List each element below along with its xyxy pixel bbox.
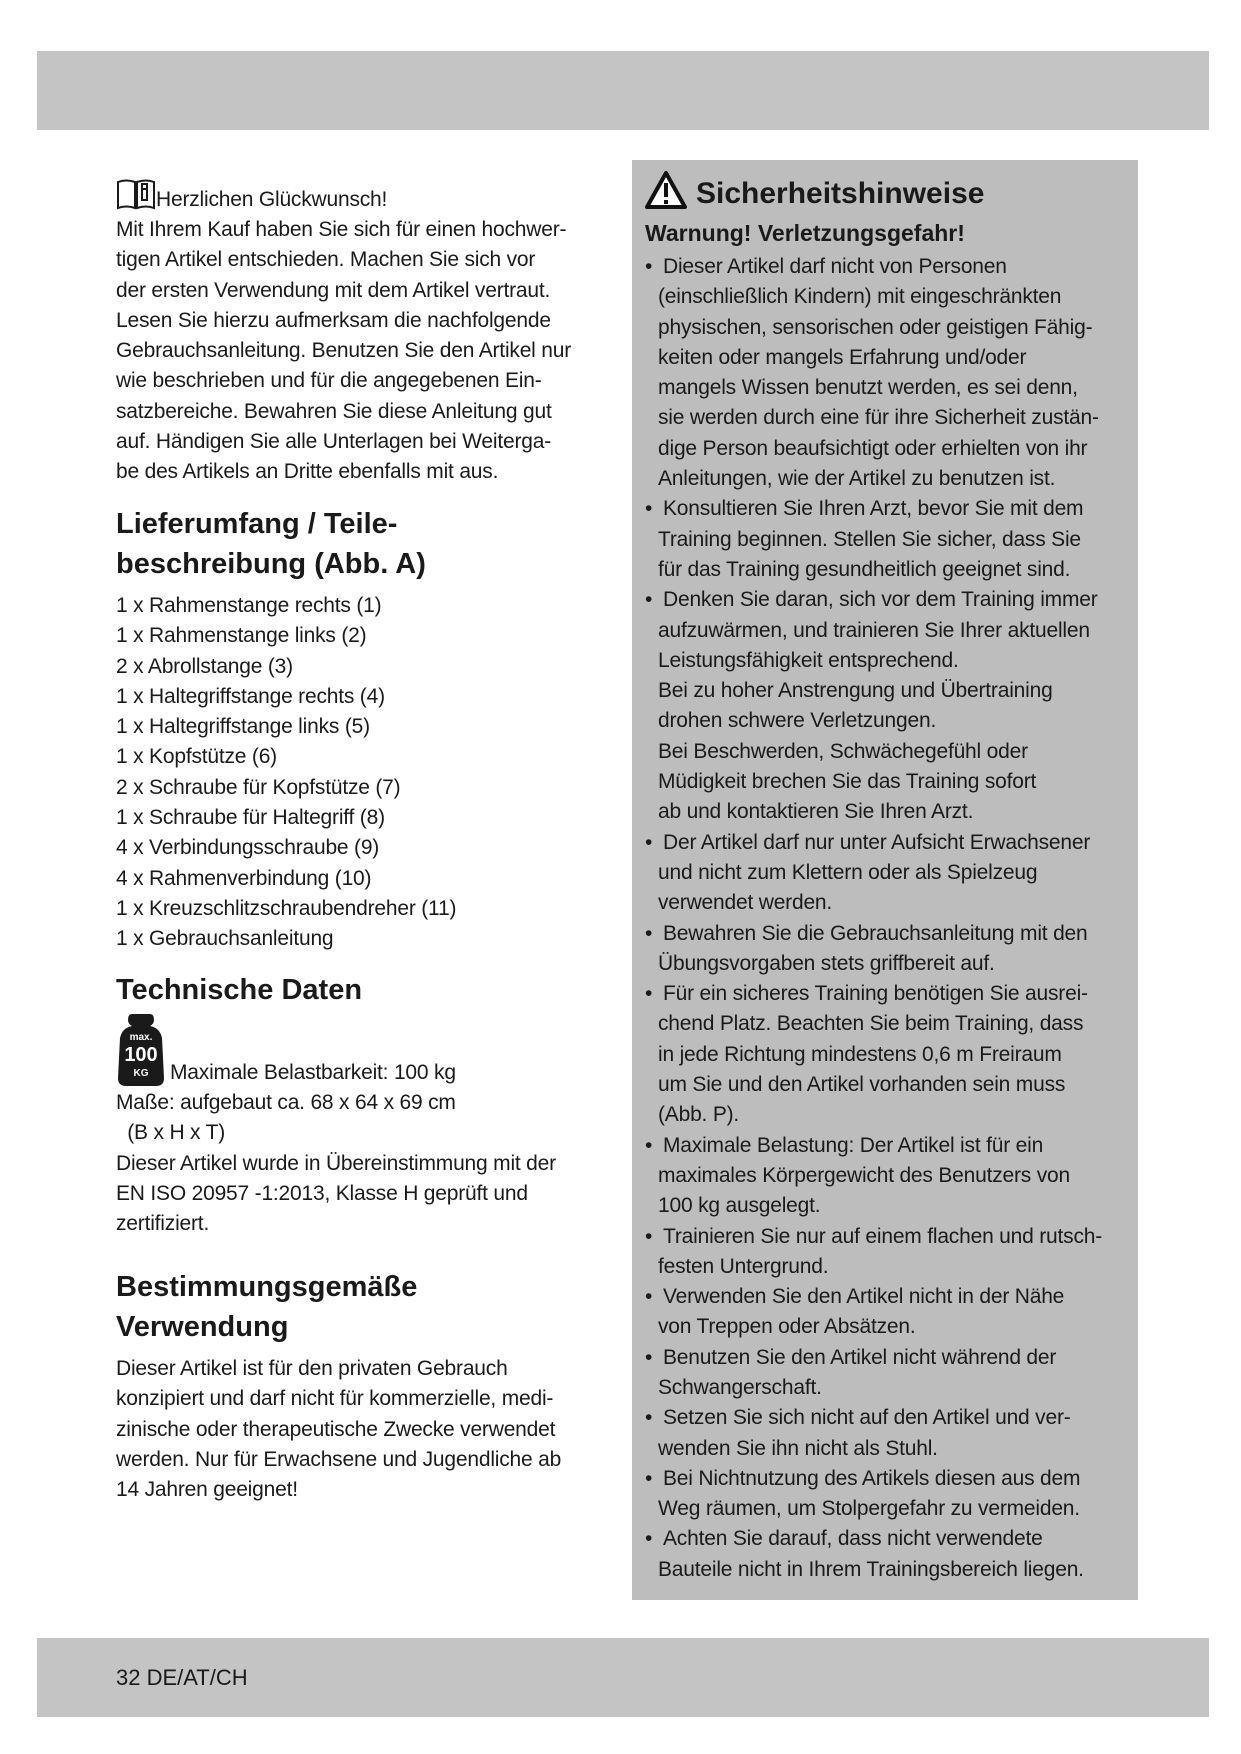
intro-line: wie beschrieben und für die angegebenen Ein- xyxy=(116,369,542,393)
scope-heading xyxy=(116,505,616,584)
max-weight-icon xyxy=(116,1012,166,1088)
safety-list xyxy=(645,252,1102,1585)
safety-line: festen Untergrund. xyxy=(658,1254,829,1278)
use-line: Dieser Artikel ist für den privaten Gebrauch xyxy=(116,1357,508,1380)
tech-section xyxy=(116,1012,616,1239)
intro-section xyxy=(116,183,616,488)
parts-list xyxy=(116,591,616,955)
safety-line: • Für ein sicheres Training benötigen Sie ausrei- xyxy=(645,979,1102,1009)
warning-triangle-icon xyxy=(644,170,688,218)
list-item: 1 x Gebrauchsanleitung xyxy=(116,927,334,951)
use-line: zinische oder therapeutische Zwecke verwendet xyxy=(116,1417,556,1441)
safety-line: für das Training gesundheitlich geeignet sind. xyxy=(658,557,1071,581)
safety-line: drohen schwere Verletzungen. xyxy=(658,709,937,733)
safety-line: • Denken Sie daran, sich vor dem Training immer xyxy=(645,585,1102,615)
safety-line: Bauteile nicht in Ihrem Trainingsbereich liegen. xyxy=(658,1557,1084,1581)
safety-bullet xyxy=(645,919,1102,980)
use-line: werden. Nur für Erwachsene und Jugendliche ab xyxy=(116,1447,562,1471)
safety-line: mangels Wissen benutzt werden, es sei denn, xyxy=(658,376,1078,400)
intended-use-heading xyxy=(116,1268,616,1347)
safety-line: (einschließlich Kindern) mit eingeschränkten xyxy=(658,285,1062,309)
safety-line: Müdigkeit brechen Sie das Training sofort xyxy=(658,770,1037,794)
list-item: 1 x Rahmenstange rechts (1) xyxy=(116,594,382,617)
safety-line: Übungsvorgaben stets griffbereit auf. xyxy=(658,951,995,975)
intro-line: Mit Ihrem Kauf haben Sie sich für einen hochwer- xyxy=(116,218,567,241)
safety-bullet xyxy=(645,585,1102,827)
use-heading-line: Verwendung xyxy=(116,1310,289,1343)
list-item: 1 x Schraube für Haltegriff (8) xyxy=(116,806,385,830)
tech-heading-text: Technische Daten xyxy=(116,974,363,1006)
safety-bullet xyxy=(645,828,1102,919)
safety-line: verwendet werden. xyxy=(658,891,833,915)
intended-use-paragraph xyxy=(116,1354,616,1505)
safety-line: Schwangerschaft. xyxy=(658,1375,822,1399)
safety-line: ab und kontaktieren Sie Ihren Arzt. xyxy=(658,800,974,824)
use-line: 14 Jahren geeignet! xyxy=(116,1478,298,1502)
safety-line: Weg räumen, um Stolpergefahr zu vermeiden. xyxy=(658,1497,1080,1521)
safety-line: chend Platz. Beachten Sie beim Training, dass xyxy=(658,1012,1084,1036)
tech-heading xyxy=(116,971,616,1011)
intro-line: Lesen Sie hierzu aufmerksam die nachfolgende xyxy=(116,308,551,332)
tech-line: Maße: aufgebaut ca. 68 x 64 x 69 cm xyxy=(116,1091,456,1114)
intro-line: satzbereiche. Bewahren Sie diese Anleitung gut xyxy=(116,399,552,423)
intro-line: be des Artikels an Dritte ebenfalls mit aus. xyxy=(116,460,499,484)
safety-bullet xyxy=(645,1222,1102,1283)
safety-line: maximales Körpergewicht des Benutzers von xyxy=(658,1163,1070,1187)
safety-bullet xyxy=(645,252,1102,494)
safety-line: • Bewahren Sie die Gebrauchsanleitung mit den xyxy=(645,919,1102,949)
safety-line: Leistungsfähigkeit entsprechend. xyxy=(658,648,959,672)
safety-bullet xyxy=(645,1403,1102,1464)
safety-bullet xyxy=(645,1131,1102,1222)
weight-icon-unit: KG xyxy=(133,1068,149,1079)
safety-box xyxy=(632,160,1138,1600)
safety-line: aufzuwärmen, und trainieren Sie Ihrer aktuellen xyxy=(658,618,1090,642)
safety-line: • Trainieren Sie nur auf einem flachen und rutsch- xyxy=(645,1222,1102,1252)
intro-line: Gebrauchsanleitung. Benutzen Sie den Artikel nur xyxy=(116,339,572,363)
header-bar xyxy=(37,51,1209,130)
safety-line: • Achten Sie darauf, dass nicht verwendete xyxy=(645,1524,1102,1554)
safety-warning: Warnung! Verletzungsgefahr! xyxy=(645,220,965,246)
safety-line: um Sie und den Artikel vorhanden sein muss xyxy=(658,1073,1066,1097)
safety-line: wenden Sie ihn nicht als Stuhl. xyxy=(658,1436,938,1460)
intro-line: der ersten Verwendung mit dem Artikel vertraut. xyxy=(116,278,551,302)
safety-title: Sicherheitshinweise xyxy=(696,177,985,210)
list-item: 4 x Verbindungsschraube (9) xyxy=(116,836,380,860)
safety-line: Bei zu hoher Anstrengung und Übertraining xyxy=(658,679,1053,703)
safety-line: keiten oder mangels Erfahrung und/oder xyxy=(658,345,1027,369)
safety-bullet xyxy=(645,1464,1102,1525)
safety-line: (Abb. P). xyxy=(658,1103,740,1127)
list-item: 2 x Schraube für Kopfstütze (7) xyxy=(116,775,401,799)
scope-heading-line: beschreibung (Abb. A) xyxy=(116,547,426,580)
weight-icon-max: max. xyxy=(129,1032,153,1043)
footer-bar xyxy=(37,1638,1209,1717)
tech-line: (B x H x T) xyxy=(116,1121,226,1145)
list-item: 1 x Haltegriffstange links (5) xyxy=(116,715,370,739)
safety-line: Training beginnen. Stellen Sie sicher, dass Sie xyxy=(658,527,1081,551)
intro-heading: Herzlichen Glückwunsch! xyxy=(156,187,388,211)
list-item: 1 x Haltegriffstange rechts (4) xyxy=(116,684,385,708)
safety-line: • Bei Nichtnutzung des Artikels diesen aus dem xyxy=(645,1464,1102,1494)
safety-line: • Benutzen Sie den Artikel nicht während der xyxy=(645,1343,1102,1373)
safety-bullet xyxy=(645,979,1102,1130)
tech-line: Dieser Artikel wurde in Übereinstimmung mit der xyxy=(116,1151,556,1175)
safety-bullet xyxy=(645,494,1102,585)
safety-line: • Maximale Belastung: Der Artikel ist für ein xyxy=(645,1131,1102,1161)
use-line: konzipiert und darf nicht für kommerzielle, medi- xyxy=(116,1387,554,1411)
intro-line: tigen Artikel entschieden. Machen Sie sich vor xyxy=(116,248,536,272)
safety-line: Anleitungen, wie der Artikel zu benutzen ist. xyxy=(658,467,1056,491)
safety-line: • Konsultieren Sie Ihren Arzt, bevor Sie mit dem xyxy=(645,494,1102,524)
list-item: 1 x Kopfstütze (6) xyxy=(116,745,277,769)
safety-line: • Setzen Sie sich nicht auf den Artikel und ver- xyxy=(645,1403,1102,1433)
intro-line: auf. Händigen Sie alle Unterlagen bei Weiterga- xyxy=(116,430,551,454)
scope-heading-line: Lieferumfang / Teile- xyxy=(116,508,398,540)
page-number: 32 DE/AT/CH xyxy=(116,1665,248,1690)
safety-line: • Der Artikel darf nur unter Aufsicht Erwachsener xyxy=(645,828,1102,858)
tech-line: EN ISO 20957 -1:2013, Klasse H geprüft und xyxy=(116,1181,528,1205)
intro-paragraph xyxy=(116,215,616,488)
safety-bullet xyxy=(645,1282,1102,1343)
safety-line: physischen, sensorischen oder geistigen Fähig- xyxy=(658,315,1093,339)
use-heading-line: Bestimmungsgemäße xyxy=(116,1271,418,1303)
safety-line: dige Person beaufsichtigt oder erhielten von ihr xyxy=(658,436,1088,460)
max-load-text: Maximale Belastbarkeit: 100 kg xyxy=(170,1060,456,1084)
weight-icon-value: 100 xyxy=(124,1044,158,1066)
list-item: 1 x Rahmenstange links (2) xyxy=(116,624,367,648)
list-item: 2 x Abrollstange (3) xyxy=(116,654,293,678)
list-item: 1 x Kreuzschlitzschraubendreher (11) xyxy=(116,896,457,920)
tech-line: zertifiziert. xyxy=(116,1212,210,1236)
safety-line: und nicht zum Klettern oder als Spielzeug xyxy=(658,860,1038,884)
info-book-icon xyxy=(116,178,156,215)
safety-bullet xyxy=(645,1343,1102,1404)
safety-line: • Verwenden Sie den Artikel nicht in der Nähe xyxy=(645,1282,1102,1312)
safety-line: in jede Richtung mindestens 0,6 m Freiraum xyxy=(658,1042,1062,1066)
safety-line: • Dieser Artikel darf nicht von Personen xyxy=(645,252,1102,282)
safety-line: sie werden durch eine für ihre Sicherheit zustän- xyxy=(658,406,1099,430)
safety-line: von Treppen oder Absätzen. xyxy=(658,1315,916,1339)
safety-bullet xyxy=(645,1524,1102,1585)
safety-line: Bei Beschwerden, Schwächegefühl oder xyxy=(658,739,1028,763)
list-item: 4 x Rahmenverbindung (10) xyxy=(116,866,372,890)
safety-line: 100 kg ausgelegt. xyxy=(658,1194,821,1218)
